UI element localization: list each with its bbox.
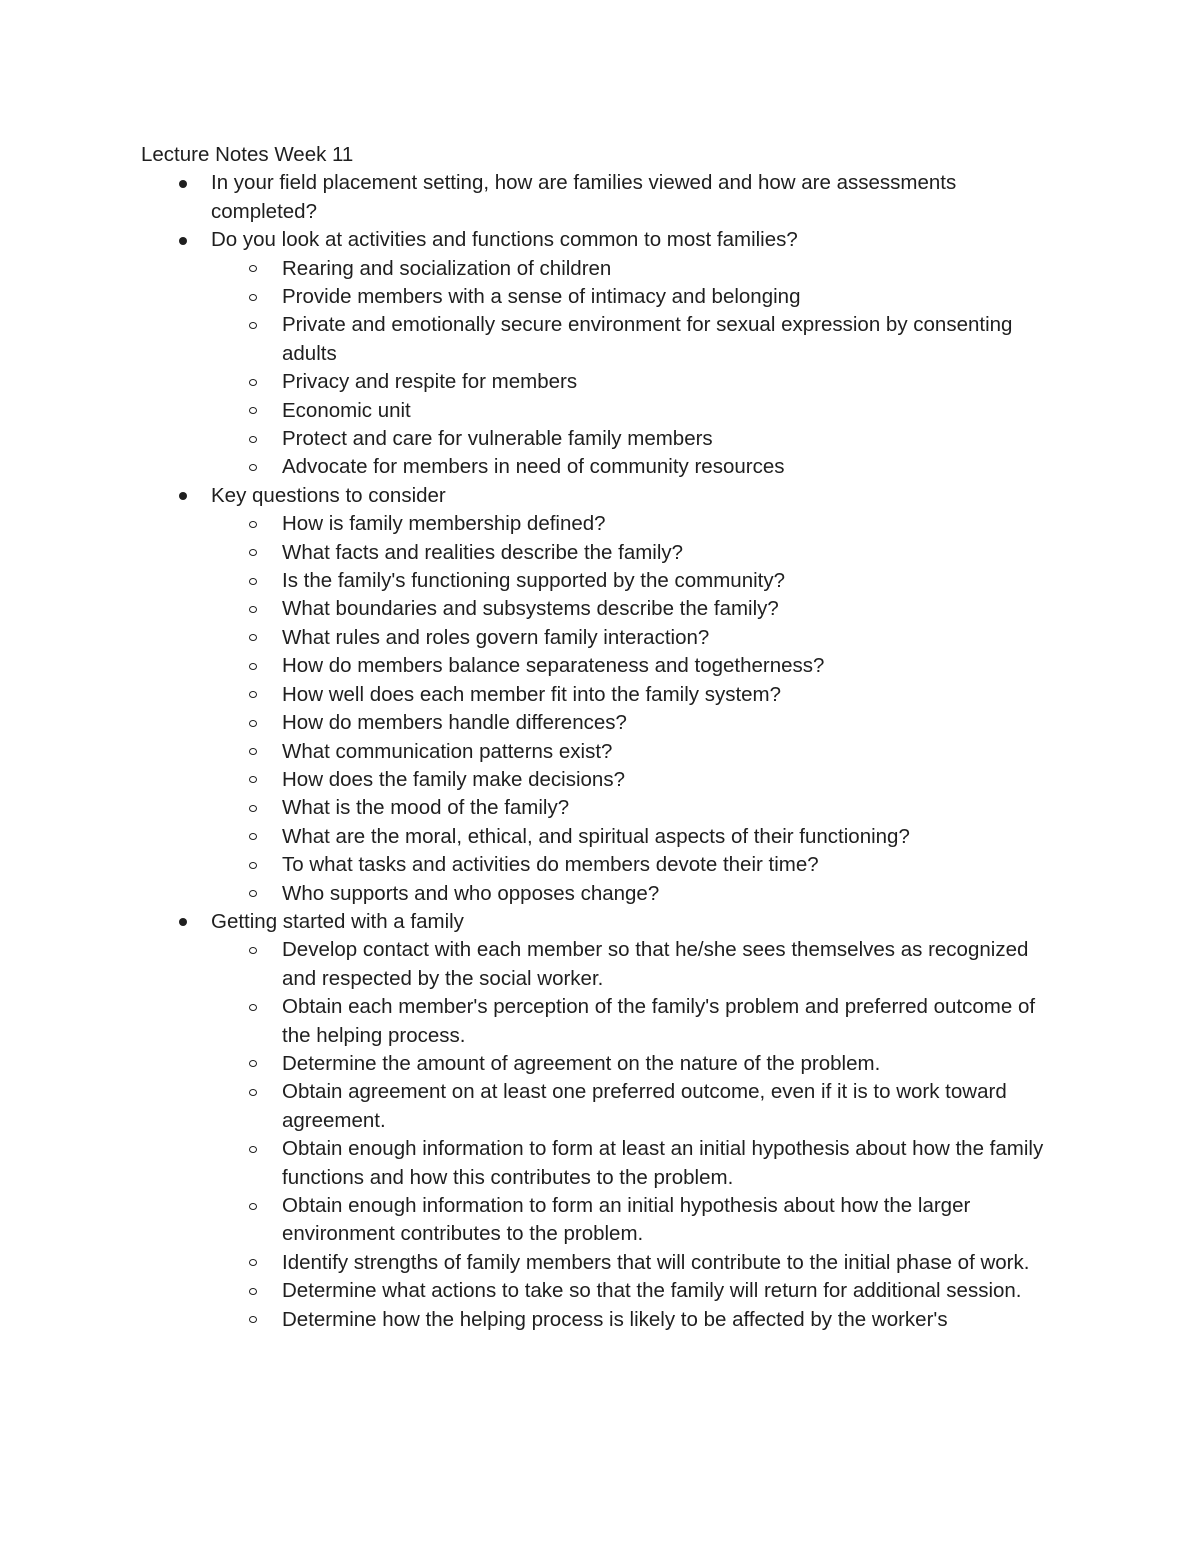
sub-list-item-text: Identify strengths of family members that will contribute to the initial phase of work.	[282, 1250, 1030, 1274]
hollow-bullet-icon	[249, 776, 257, 783]
list-item	[0, 226, 1061, 482]
sub-list-item	[282, 255, 1062, 283]
list-item	[0, 169, 1061, 226]
list-item	[0, 482, 1061, 908]
hollow-bullet-icon	[249, 833, 257, 840]
hollow-bullet-icon	[249, 1203, 257, 1210]
sub-list-item-text: What rules and roles govern family interaction?	[282, 625, 710, 649]
hollow-bullet-icon	[249, 862, 257, 869]
sub-list-item	[282, 539, 1062, 567]
hollow-bullet-icon	[249, 748, 257, 755]
sub-list-item-text: What boundaries and subsystems describe the family?	[282, 597, 779, 621]
sub-bullet-list	[211, 936, 1061, 1334]
hollow-bullet-icon	[249, 1060, 257, 1067]
sub-list-item-text: How well does each member fit into the family system?	[282, 682, 782, 706]
sub-list-item-text: To what tasks and activities do members devote their time?	[282, 853, 819, 877]
sub-list-item-text: How do members balance separateness and togetherness?	[282, 654, 825, 678]
hollow-bullet-icon	[249, 1316, 257, 1323]
sub-list-item-text: Privacy and respite for members	[282, 370, 578, 394]
sub-list-item	[282, 397, 1062, 425]
sub-bullet-list	[211, 510, 1061, 908]
sub-list-item	[282, 738, 1062, 766]
hollow-bullet-icon	[249, 890, 257, 897]
sub-list-item-text: What is the mood of the family?	[282, 796, 570, 820]
hollow-bullet-icon	[249, 436, 257, 443]
sub-list-item-text: Advocate for members in need of community resources	[282, 455, 785, 479]
sub-list-item	[282, 595, 1062, 623]
sub-list-item	[282, 851, 1062, 879]
hollow-bullet-icon	[249, 606, 257, 613]
sub-list-item	[282, 311, 1062, 368]
sub-list-item	[282, 709, 1062, 737]
sub-list-item	[282, 993, 1062, 1050]
sub-bullet-list	[211, 255, 1061, 482]
document-title: Lecture Notes Week 11	[141, 143, 354, 166]
sub-list-item-text: Determine the amount of agreement on the nature of the problem.	[282, 1051, 881, 1075]
sub-list-item	[282, 794, 1062, 822]
sub-list-item	[282, 936, 1062, 993]
sub-list-item	[282, 1277, 1062, 1305]
sub-list-item-text: Economic unit	[282, 398, 411, 422]
hollow-bullet-icon	[249, 1004, 257, 1011]
list-item-text: In your field placement setting, how are families viewed and how are assessments completed?	[211, 171, 957, 223]
hollow-bullet-icon	[249, 578, 257, 585]
sub-list-item-text: Determine how the helping process is likely to be affected by the worker's	[282, 1307, 948, 1331]
sub-list-item	[282, 652, 1062, 680]
sub-list-item	[282, 880, 1062, 908]
sub-list-item-text: Private and emotionally secure environment for sexual expression by consenting adults	[282, 313, 1013, 365]
hollow-bullet-icon	[249, 1288, 257, 1295]
sub-list-item-text: Obtain agreement on at least one preferred outcome, even if it is to work toward agreement.	[282, 1080, 1007, 1132]
sub-list-item-text: Obtain enough information to form an initial hypothesis about how the larger environment contributes to the problem.	[282, 1194, 971, 1246]
hollow-bullet-icon	[249, 805, 257, 812]
filled-bullet-icon	[179, 918, 187, 926]
hollow-bullet-icon	[249, 634, 257, 641]
sub-list-item-text: What are the moral, ethical, and spiritual aspects of their functioning?	[282, 824, 910, 848]
sub-list-item-text: Provide members with a sense of intimacy and belonging	[282, 285, 801, 309]
sub-list-item	[282, 1078, 1062, 1135]
sub-list-item	[282, 368, 1062, 396]
sub-list-item-text: Who supports and who opposes change?	[282, 881, 660, 905]
sub-list-item	[282, 823, 1062, 851]
hollow-bullet-icon	[249, 1259, 257, 1266]
sub-list-item-text: Rearing and socialization of children	[282, 256, 612, 280]
sub-list-item	[282, 425, 1062, 453]
sub-list-item	[282, 283, 1062, 311]
list-item-text: Do you look at activities and functions common to most families?	[211, 228, 798, 252]
sub-list-item-text: Determine what actions to take so that the family will return for additional session.	[282, 1279, 1022, 1303]
filled-bullet-icon	[179, 492, 187, 500]
sub-list-item-text: Obtain enough information to form at least an initial hypothesis about how the family functions and how this contributes to the problem.	[282, 1137, 1044, 1189]
hollow-bullet-icon	[249, 379, 257, 386]
hollow-bullet-icon	[249, 720, 257, 727]
list-item-text: Key questions to consider	[211, 483, 446, 507]
sub-list-item-text: What facts and realities describe the family?	[282, 540, 684, 564]
hollow-bullet-icon	[249, 322, 257, 329]
list-item	[0, 908, 1061, 1334]
hollow-bullet-icon	[249, 947, 257, 954]
hollow-bullet-icon	[249, 294, 257, 301]
sub-list-item	[282, 1135, 1062, 1192]
filled-bullet-icon	[179, 237, 187, 245]
sub-list-item	[282, 510, 1062, 538]
sub-list-item	[282, 624, 1062, 652]
hollow-bullet-icon	[249, 1089, 257, 1096]
sub-list-item	[282, 681, 1062, 709]
sub-list-item	[282, 1249, 1062, 1277]
hollow-bullet-icon	[249, 521, 257, 528]
hollow-bullet-icon	[249, 1146, 257, 1153]
hollow-bullet-icon	[249, 265, 257, 272]
filled-bullet-icon	[179, 180, 187, 188]
sub-list-item	[282, 1050, 1062, 1078]
sub-list-item-text: How does the family make decisions?	[282, 767, 625, 791]
hollow-bullet-icon	[249, 464, 257, 471]
hollow-bullet-icon	[249, 663, 257, 670]
list-item-text: Getting started with a family	[211, 909, 464, 933]
sub-list-item	[282, 453, 1062, 481]
sub-list-item-text: How do members handle differences?	[282, 711, 627, 735]
sub-list-item-text: What communication patterns exist?	[282, 739, 613, 763]
sub-list-item-text: Protect and care for vulnerable family members	[282, 427, 713, 451]
hollow-bullet-icon	[249, 407, 257, 414]
hollow-bullet-icon	[249, 549, 257, 556]
hollow-bullet-icon	[249, 691, 257, 698]
sub-list-item	[282, 766, 1062, 794]
sub-list-item	[282, 567, 1062, 595]
sub-list-item-text: Obtain each member's perception of the family's problem and preferred outcome of the helping process.	[282, 995, 1036, 1047]
sub-list-item	[282, 1306, 1062, 1334]
sub-list-item-text: Develop contact with each member so that he/she sees themselves as recognized and respected by the social worker.	[282, 938, 1029, 990]
bullet-list	[0, 169, 1200, 1334]
sub-list-item-text: How is family membership defined?	[282, 512, 606, 536]
sub-list-item-text: Is the family's functioning supported by the community?	[282, 569, 786, 593]
sub-list-item	[282, 1192, 1062, 1249]
